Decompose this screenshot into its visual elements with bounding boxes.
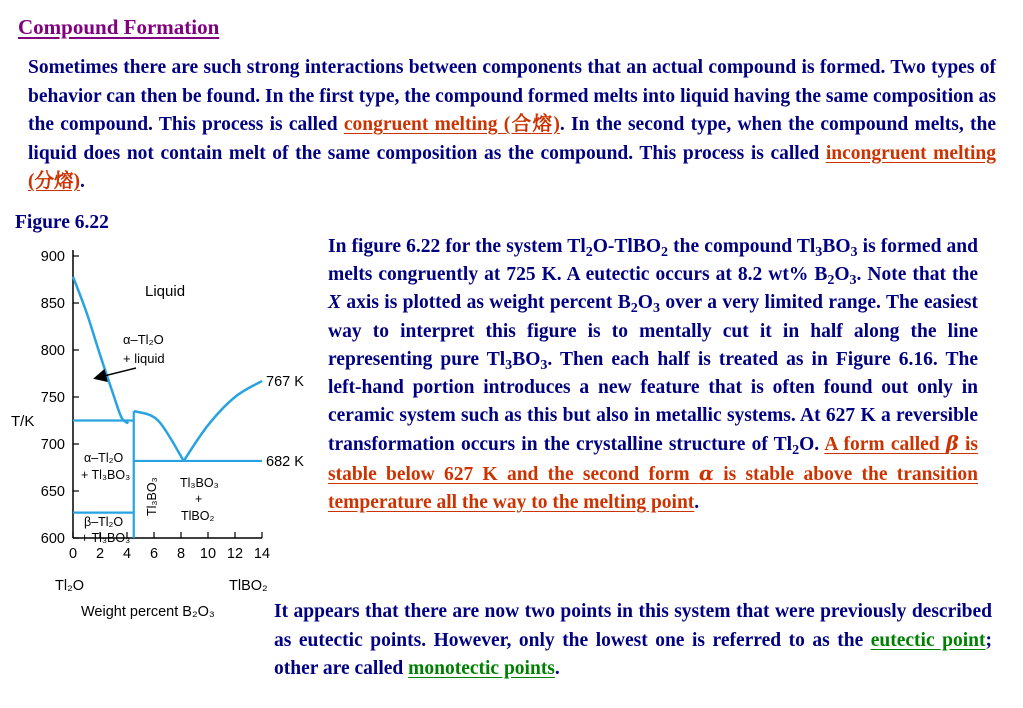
- curve-liquidus-left: [73, 277, 128, 424]
- x-axis-label: Weight percent B₂O₃: [81, 604, 215, 620]
- y-tick-label-650: 650: [40, 484, 65, 500]
- y-tick-label-900: 900: [40, 249, 65, 265]
- y-tick-label-750: 750: [40, 390, 65, 406]
- x-tick-label-14: 14: [253, 546, 271, 562]
- intro-paragraph: Sometimes there are such strong interactions between components that an actual compound is formed. Two types of behavior can then be found. In the first type, the compound formed melts into liquid having the same composition as the compound. This process is called congruent melting (合熔). In the second type, when the compound melts, the liquid does not contain melt of the same composition as the compound. This process is called incongruent melting (分熔).: [28, 57, 996, 192]
- x-end-label-right: TlBO₂: [229, 578, 268, 594]
- phase-diagram: [8, 240, 326, 625]
- curve-liquidus-right: [184, 381, 262, 461]
- region-beta-solid-label-1: β–Tl₂O: [84, 515, 124, 529]
- region-liquid-label: Liquid: [145, 283, 186, 300]
- x-tick-label-8: 8: [176, 546, 186, 562]
- region-alpha-liquid-label-2: + liquid: [123, 351, 165, 366]
- region-alpha-solid-label-1: α–Tl₂O: [84, 451, 124, 465]
- term-incongruent-melting: incongruent melting (分熔): [28, 142, 996, 192]
- region-right-solid-label-1: Tl₃BO₃: [180, 476, 219, 490]
- annotation-arrow: [96, 368, 136, 378]
- x-tick-label-12: 12: [226, 546, 244, 562]
- region-right-solid-label-3: TlBO₂: [181, 509, 215, 523]
- y-tick-label-600: 600: [40, 531, 65, 547]
- region-compound-label: Tl₃BO₃: [145, 477, 159, 516]
- figure-label: Figure 6.22: [15, 212, 109, 233]
- region-right-solid-label-2: +: [195, 492, 203, 506]
- x-tick-label-0: 0: [68, 546, 78, 562]
- curve-liquidus-compound: [134, 411, 184, 461]
- right-label-0: 767 K: [266, 374, 304, 391]
- x-end-label-left: Tl₂O: [55, 578, 84, 594]
- x-tick-label-4: 4: [122, 546, 132, 562]
- page-title: Compound Formation: [18, 15, 220, 39]
- term-monotectic-points: monotectic points: [408, 658, 555, 679]
- term-phase-transition: A form called β is stable below 627 K and the second form α is stable above the transition temperature all the way to the melting point: [328, 432, 979, 513]
- region-alpha-liquid-label-1: α–Tl₂O: [123, 332, 164, 347]
- y-tick-label-850: 850: [40, 296, 65, 312]
- region-alpha-solid-label-2: + Tl₃BO₃: [81, 468, 131, 482]
- term-eutectic-point: eutectic point: [870, 629, 986, 651]
- region-beta-solid-label-2: + Tl₃BO₃: [81, 531, 131, 545]
- conclusion-paragraph: It appears that there are now two points in this system that were previously described as eutectic points. However, only the lowest one is referred to as the eutectic point; other are called monotectic points.: [274, 601, 992, 679]
- y-tick-label-800: 800: [40, 343, 65, 359]
- y-tick-label-700: 700: [40, 437, 65, 453]
- explanation-paragraph: In figure 6.22 for the system $Tl_2O-TlBO_2$ the compound $Tl_3BO_3$ is formed and melts congruently at 725 K. A eutectic occurs at 8.2 wt% $B_2O_3$. Note that the X axis is plotted as weight percent $B_2O_3$ over a very limited range. The easiest way to interpret this figure is to mentally cut it in half along the line representing pure $Tl_3BO_3$. Then each half is treated as in Figure 6.16. The left-hand portion introduces a new feature that is often found out only in ceramic system such as this but also in metallic systems. At 627 K a reversible transformation occurs in the crystalline structure of $Tl_2O$. A form called β is stable below 627 K and the second form α is stable above the transition temperature all the way to the melting point.: [328, 236, 979, 513]
- term-congruent-melting: congruent melting (合熔): [343, 114, 560, 135]
- y-axis-label: T/K: [11, 413, 35, 430]
- x-tick-label-10: 10: [199, 546, 217, 562]
- x-tick-label-6: 6: [149, 546, 159, 562]
- x-tick-label-2: 2: [95, 546, 105, 562]
- right-label-1: 682 K: [266, 453, 304, 470]
